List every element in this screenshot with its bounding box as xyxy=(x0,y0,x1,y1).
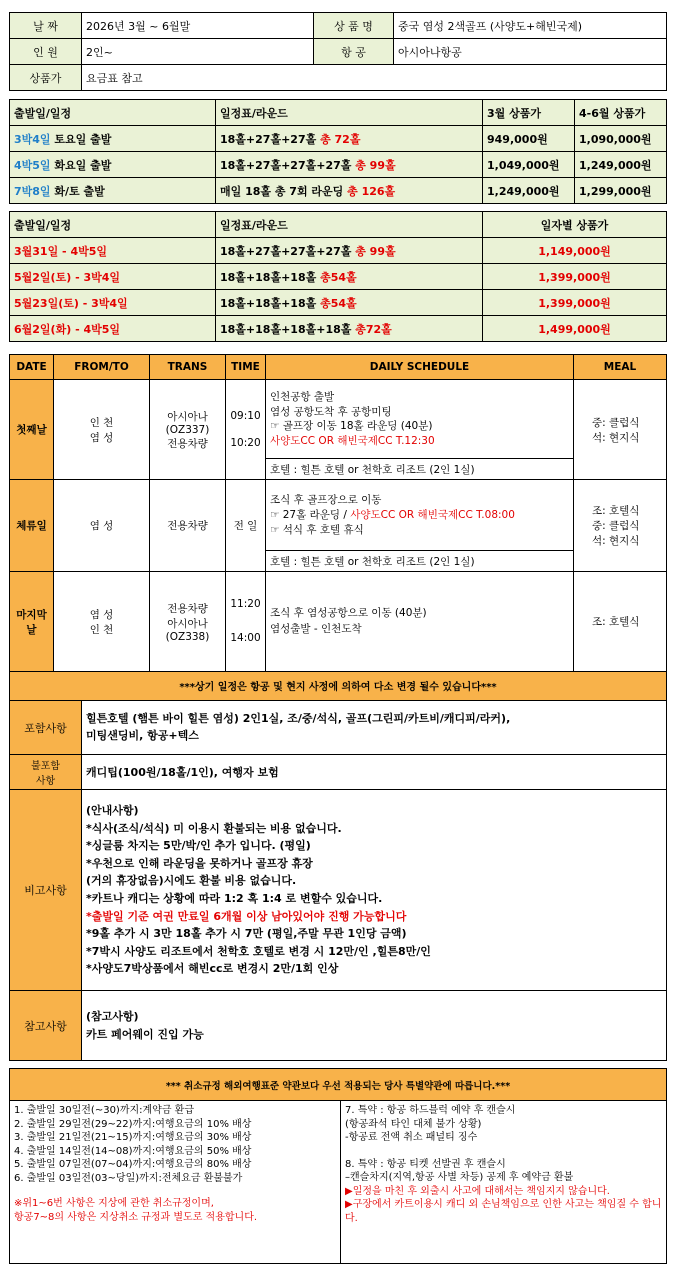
price: 1,399,000원 xyxy=(483,290,667,316)
day2-hotel: 호텔 : 힐튼 호텔 or 천학호 리조트 (2인 1실) xyxy=(266,551,574,572)
day1-line2: 염성 공항도착 후 공항미팅 xyxy=(270,405,392,418)
cancel-right xyxy=(341,1101,667,1264)
day2-line1: 조식 후 골프장으로 이동 xyxy=(270,494,382,507)
total-holes: 총 126홀 xyxy=(347,184,396,198)
total-holes: 총54홀 xyxy=(320,296,357,310)
day2-line2a: ☞ 27홀 라운딩 / xyxy=(270,508,351,521)
cancel-right-note: ▶일정을 마친 후 외출시 사고에 대해서는 책임지지 않습니다. ▶구장에서 카트이용시 캐디 외 손님책임으로 인한 사고는 책임질 수 합니다. xyxy=(345,1185,662,1224)
pt2-header-price: 일자별 상품가 xyxy=(483,212,667,238)
price-value: 요금표 참고 xyxy=(82,65,667,91)
cancel-rule: 5. 출발일 07일전(07~04)까지:여행요금의 80% 배상 xyxy=(14,1159,252,1170)
table-row xyxy=(10,152,667,178)
schedule: 18홀+27홀+27홀+27홀 xyxy=(220,244,356,258)
price-march: 1,249,000원 xyxy=(483,178,575,204)
day3-from-to: 염 성 인 천 xyxy=(54,572,150,671)
people-label: 인 원 xyxy=(10,39,82,65)
departure-date: 3월31일 - 4박5일 xyxy=(10,238,216,264)
price-apr-jun: 1,249,000원 xyxy=(575,152,667,178)
date-label: 날 짜 xyxy=(10,13,82,39)
table-row xyxy=(10,178,667,204)
day3-trans: 전용차량 아시아나 (OZ338) xyxy=(150,572,226,671)
schedule: 매일 18홀 총 7회 라운딩 xyxy=(220,184,348,198)
table-row xyxy=(10,264,667,290)
price-march: 1,049,000원 xyxy=(483,152,575,178)
total-holes: 총 72홀 xyxy=(320,132,361,146)
exclude-text: 캐디팁(100원/18홀/1인), 여행자 보험 xyxy=(82,755,667,790)
cancel-left xyxy=(10,1101,341,1264)
table-row xyxy=(10,316,667,342)
cancel-rule: 1. 출발일 30일전(~30)까지:계약금 환급 xyxy=(14,1105,194,1116)
pt1-header-departure: 출발일/일정 xyxy=(10,100,216,126)
cancel-special: 8. 특약 : 항공 티켓 선발권 후 캔슬시 xyxy=(345,1158,506,1170)
cancel-special: (항공좌석 타인 대체 불가 상황) xyxy=(345,1118,482,1130)
cancel-special: –캔슬차지(지역,항공 사별 차등) 공제 후 예약금 환불 xyxy=(345,1172,574,1183)
departure-date: 5월2일(토) - 3박4일 xyxy=(10,264,216,290)
price: 1,499,000원 xyxy=(483,316,667,342)
price-march: 949,000원 xyxy=(483,126,575,152)
price-apr-jun: 1,299,000원 xyxy=(575,178,667,204)
day1-date: 첫째날 xyxy=(10,380,54,480)
day1-meal: 중: 클럽식 석: 현지식 xyxy=(574,380,667,480)
day: 화/토 출발 xyxy=(50,184,105,198)
table-row xyxy=(10,290,667,316)
cancel-rule: 2. 출발일 29일전(29~22)까지:여행요금의 10% 배상 xyxy=(14,1118,252,1130)
day3-schedule xyxy=(266,572,574,671)
table-row xyxy=(10,238,667,264)
day3-line2: 염성출발 - 인천도착 xyxy=(270,622,362,635)
cancel-rule: 4. 출발일 14일전(14~08)까지:여행요금의 50% 배상 xyxy=(14,1145,252,1157)
day2-line2b: 사양도CC OR 해빈국제CC T.08:00 xyxy=(350,508,515,521)
total-holes: 총 99홀 xyxy=(355,158,396,172)
day3-line1: 조식 후 염성공항으로 이동 (40분) xyxy=(270,606,427,619)
airline-label: 항 공 xyxy=(314,39,394,65)
day1-line3: ☞ 골프장 이동 18홀 라운딩 (40분) xyxy=(270,420,433,433)
day3-time1: 11:20 xyxy=(230,597,261,610)
remark-line: *우천으로 인해 라운딩을 못하거나 골프장 휴장 xyxy=(86,856,313,870)
remark-line: *카트나 캐디는 상황에 따라 1:2 혹 1:4 로 변할수 있습니다. xyxy=(86,892,383,905)
info-table xyxy=(9,12,667,91)
schedule: 18홀+27홀+27홀+27홀 xyxy=(220,158,356,172)
schedule: 18홀+18홀+18홀 xyxy=(220,296,321,310)
day1-hotel: 호텔 : 힐튼 호텔 or 천학호 리조트 (2인 1실) xyxy=(266,459,574,480)
day1-row xyxy=(10,380,667,459)
cancel-special: 7. 특약 : 항공 하드블럭 예약 후 캔슬시 xyxy=(345,1105,516,1116)
include-label: 포함사항 xyxy=(10,701,82,755)
day1-time2: 10:20 xyxy=(230,436,261,449)
day1-line1: 인천공항 출발 xyxy=(270,390,335,403)
day3-meal: 조: 호텔식 xyxy=(574,572,667,671)
details-table xyxy=(9,700,667,1061)
pt1-header-apr-jun: 4-6월 상품가 xyxy=(575,100,667,126)
term: 7박8일 xyxy=(14,184,51,198)
cancel-spacer xyxy=(345,1145,662,1158)
day2-schedule xyxy=(266,480,574,551)
pt2-header-schedule: 일정표/라운드 xyxy=(216,212,483,238)
day1-from-to: 인 천 염 성 xyxy=(54,380,150,480)
day2-meal: 조: 호텔식 중: 클럽식 석: 현지식 xyxy=(574,480,667,572)
price-label: 상품가 xyxy=(10,65,82,91)
remark-line: *식사(조식/석식) 미 이용시 환불되는 비용 없습니다. xyxy=(86,821,342,835)
term: 4박5일 xyxy=(14,158,51,172)
day3-time xyxy=(226,572,266,671)
header-daily-schedule: DAILY SCHEDULE xyxy=(266,355,574,380)
day: 화요일 출발 xyxy=(50,158,112,172)
remark-line: (거의 휴장없음)시에도 환불 비용 없습니다. xyxy=(86,874,297,888)
remark-line: *싱글룸 차지는 5만/박/인 추가 입니다. (평일) xyxy=(86,839,311,853)
day1-time1: 09:10 xyxy=(230,409,261,422)
departure-date: 5월23일(토) - 3박4일 xyxy=(10,290,216,316)
day3-time2: 14:00 xyxy=(230,631,261,644)
header-date: DATE xyxy=(10,355,54,380)
remark-line: *사양도7박상품에서 해빈cc로 변경시 2만/1회 인상 xyxy=(86,962,339,976)
remark-line: *9홀 추가 시 3만 18홀 추가 시 7만 (평일,주말 무관 1인당 금액) xyxy=(86,927,407,941)
price-table-dated xyxy=(9,211,667,342)
cancel-left-note: ※위1~6번 사항은 지상에 관한 취소규정이며, 항공7~8의 사항은 지상취소 규정과 별도로 적용합니다. xyxy=(14,1198,258,1223)
product-label: 상 품 명 xyxy=(314,13,394,39)
header-meal: MEAL xyxy=(574,355,667,380)
price: 1,399,000원 xyxy=(483,264,667,290)
day1-trans: 아시아나 (OZ337) 전용차량 xyxy=(150,380,226,480)
schedule: 18홀+18홀+18홀 xyxy=(220,270,321,284)
price: 1,149,000원 xyxy=(483,238,667,264)
header-from-to: FROM/TO xyxy=(54,355,150,380)
product-value: 중국 염성 2색골프 (사양도+해빈국제) xyxy=(394,13,667,39)
airline-value: 아시아나항공 xyxy=(394,39,667,65)
day2-trans: 전용차량 xyxy=(150,480,226,572)
price-table-weekly xyxy=(9,99,667,204)
cancel-special: -항공료 전액 취소 패널티 징수 xyxy=(345,1132,478,1143)
remarks-label: 비고사항 xyxy=(10,790,82,991)
pt2-header-departure: 출발일/일정 xyxy=(10,212,216,238)
remark-line: *7박시 사양도 리조트에서 천학호 호텔로 변경 시 12만/인 ,힐튼8만/인 xyxy=(86,944,431,958)
reference-label: 참고사항 xyxy=(10,991,82,1061)
remark-line: (안내사항) xyxy=(86,804,139,818)
cancel-rule: 6. 출발일 03일전(03~당일)까지:전체요금 환불불가 xyxy=(14,1172,243,1184)
price-apr-jun: 1,090,000원 xyxy=(575,126,667,152)
schedule-notice: ***상기 일정은 항공 및 현지 사정에 의하여 다소 변경 될수 있습니다*** xyxy=(10,671,667,700)
day: 토요일 출발 xyxy=(50,132,112,146)
day1-schedule xyxy=(266,380,574,459)
include-text: 힐튼호텔 (햄튼 바이 힐튼 염성) 2인1실, 조/중/석식, 골프(그린피/카트비/캐디피/라커), 미팅샌딩비, 항공+텍스 xyxy=(82,701,667,755)
total-holes: 총 99홀 xyxy=(355,244,396,258)
date-value: 2026년 3월 ~ 6월말 xyxy=(82,13,314,39)
departure-date: 6월2일(화) - 4박5일 xyxy=(10,316,216,342)
exclude-label: 불포함 사항 xyxy=(10,755,82,790)
remark-line-passport: *출발일 기준 여권 만료일 6개월 이상 남아있어야 진행 가능합니다 xyxy=(86,909,407,923)
schedule: 18홀+18홀+18홀+18홀 xyxy=(220,322,356,336)
pt1-header-schedule: 일정표/라운드 xyxy=(216,100,483,126)
header-trans: TRANS xyxy=(150,355,226,380)
reference-line: 카트 페어웨이 진입 가능 xyxy=(86,1027,204,1041)
table-row xyxy=(10,126,667,152)
header-time: TIME xyxy=(226,355,266,380)
day1-line4: 사양도CC OR 해빈국제CC T.12:30 xyxy=(270,434,435,447)
day2-row xyxy=(10,480,667,551)
day2-from-to: 염 성 xyxy=(54,480,150,572)
reference-text xyxy=(82,991,667,1061)
schedule: 18홀+27홀+27홀 xyxy=(220,132,321,146)
term: 3박4일 xyxy=(14,132,51,146)
people-value: 2인~ xyxy=(82,39,314,65)
schedule-table xyxy=(9,354,667,701)
cancellation-table xyxy=(9,1068,667,1264)
total-holes: 총54홀 xyxy=(320,270,357,284)
cancel-rule: 3. 출발일 21일전(21~15)까지:여행요금의 30% 배상 xyxy=(14,1132,252,1143)
day1-time xyxy=(226,380,266,480)
day3-date: 마지막 날 xyxy=(10,572,54,671)
remarks-text xyxy=(82,790,667,991)
total-holes: 총72홀 xyxy=(355,322,392,336)
day2-date: 체류일 xyxy=(10,480,54,572)
cancel-header: *** 취소규정 해외여행표준 약관보다 우선 적용되는 당사 특별약관에 따릅니다.*** xyxy=(10,1069,667,1101)
day2-line3: ☞ 석식 후 호텔 휴식 xyxy=(270,523,364,536)
reference-line: (참고사항) xyxy=(86,1009,139,1023)
pt1-header-march: 3월 상품가 xyxy=(483,100,575,126)
day3-row xyxy=(10,572,667,671)
day2-time: 전 일 xyxy=(226,480,266,572)
